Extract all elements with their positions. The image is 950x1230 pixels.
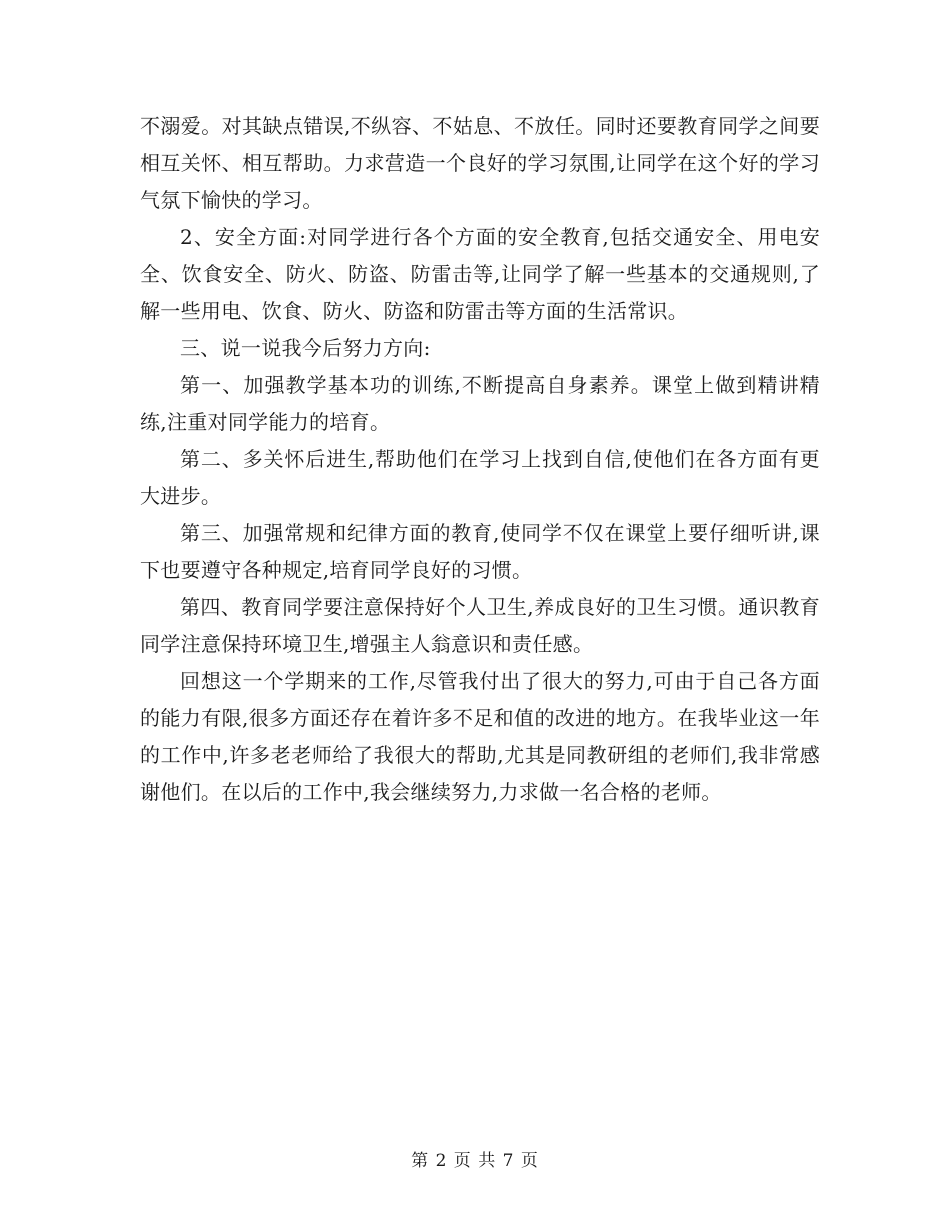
page-number-footer: 第 2 页 共 7 页 (411, 1151, 539, 1171)
paragraph-first: 第一、加强教学基本功的训练,不断提高自身素养。课堂上做到精讲精练,注重对同学能力的培育。 (140, 373, 820, 434)
paragraph-reflection: 回想这一个学期来的工作,尽管我付出了很大的努力,可由于自己各方面的能力有限,很多方面还存在着许多不足和值的改进的地方。在我毕业这一年的工作中,许多老老师给了我很大的帮助,尤其是同教研组的老师们,我非常感谢他们。在以后的工作中,我会继续努力,力求做一名合格的老师。 (140, 669, 820, 804)
paragraph-third: 第三、加强常规和纪律方面的教育,使同学不仅在课堂上要仔细听讲,课下也要遵守各种规定,培育同学良好的习惯。 (140, 521, 820, 582)
document-body (140, 108, 820, 811)
paragraph-safety: 2、安全方面:对同学进行各个方面的安全教育,包括交通安全、用电安全、饮食安全、防火、防盗、防雷击等,让同学了解一些基本的交通规则,了解一些用电、饮食、防火、防盗和防雷击等方面的生活常识。 (140, 225, 820, 323)
paragraph-second: 第二、多关怀后进生,帮助他们在学习上找到自信,使他们在各方面有更大进步。 (140, 447, 820, 508)
paragraph-1: 不溺爱。对其缺点错误,不纵容、不姑息、不放任。同时还要教育同学之间要相互关怀、相互帮助。力求营造一个良好的学习氛围,让同学在这个好的学习气氛下愉快的学习。 (140, 114, 820, 212)
paragraph-fourth: 第四、教育同学要注意保持好个人卫生,养成良好的卫生习惯。通识教育同学注意保持环境卫生,增强主人翁意识和责任感。 (140, 595, 820, 656)
section-heading-future-direction: 三、说一说我今后努力方向: (180, 336, 431, 360)
